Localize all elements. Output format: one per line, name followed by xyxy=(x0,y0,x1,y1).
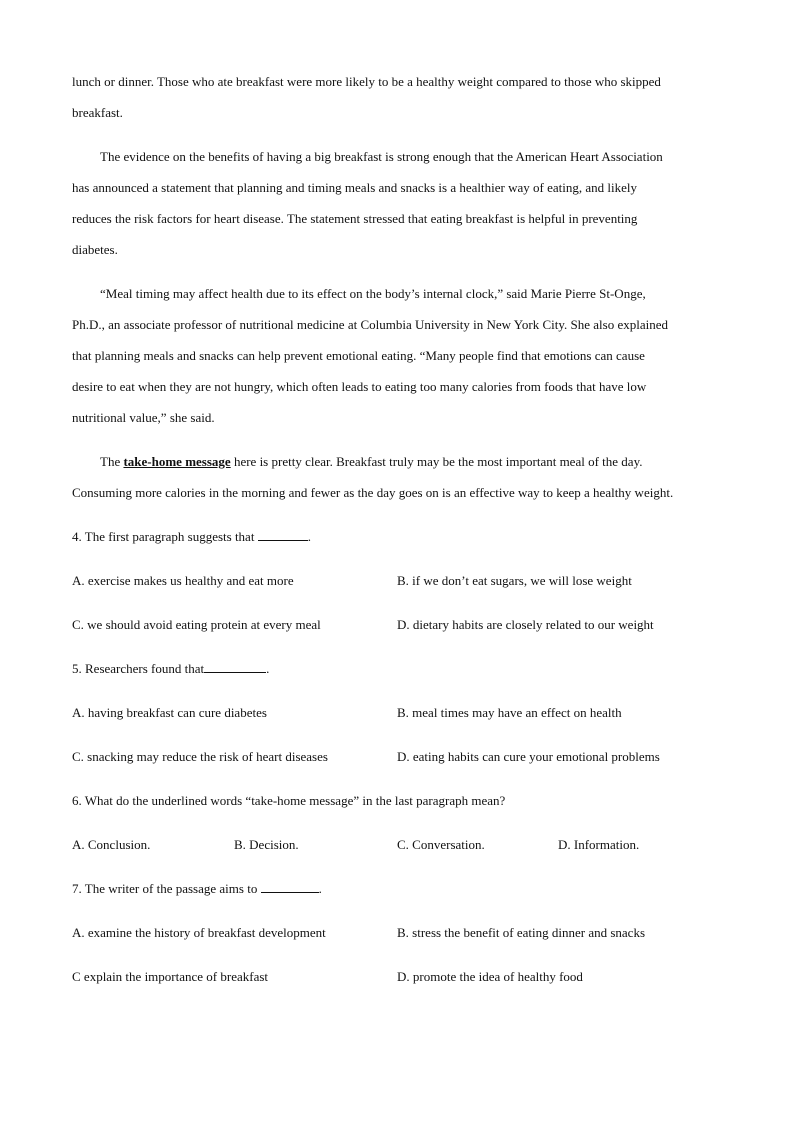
question-7-options-row-1 xyxy=(72,917,732,948)
question-end: . xyxy=(318,881,322,896)
paragraph-line: Ph.D., an associate professor of nutritional medicine at Columbia University in New York City. She also explained xyxy=(72,317,668,332)
option-c[interactable]: C explain the importance of breakfast xyxy=(72,969,269,984)
paragraph-line: Consuming more calories in the morning and fewer as the day goes on is an effective way to keep a healthy weight. xyxy=(72,485,674,500)
option-a[interactable]: A. having breakfast can cure diabetes xyxy=(72,705,267,720)
option-d[interactable]: D. eating habits can cure your emotional problems xyxy=(397,749,660,764)
answer-blank xyxy=(261,880,319,893)
option-b[interactable]: B. if we don’t eat sugars, we will lose weight xyxy=(397,573,632,588)
text-segment: The xyxy=(100,454,124,469)
question-end: . xyxy=(307,529,311,544)
option-d[interactable]: D. dietary habits are closely related to our weight xyxy=(397,617,654,632)
paragraph-3 xyxy=(72,278,732,433)
option-c[interactable]: C. snacking may reduce the risk of heart diseases xyxy=(72,749,328,764)
underlined-phrase: take-home message xyxy=(123,454,231,469)
paragraph-line xyxy=(72,446,732,477)
answer-blank xyxy=(258,528,308,541)
question-6-options-row xyxy=(72,829,732,860)
question-7-options-row-2 xyxy=(72,961,732,992)
question-4-options-row-1 xyxy=(72,565,732,596)
option-a[interactable]: A. Conclusion. xyxy=(72,837,151,852)
question-5-options-row-2 xyxy=(72,741,732,772)
paragraph-line: reduces the risk factors for heart disease. The statement stressed that eating breakfast is helpful in preventing xyxy=(72,211,638,226)
option-c[interactable]: C. Conversation. xyxy=(397,837,485,852)
option-a[interactable]: A. exercise makes us healthy and eat more xyxy=(72,573,294,588)
option-b[interactable]: B. stress the benefit of eating dinner and snacks xyxy=(397,925,646,940)
option-d[interactable]: D. promote the idea of healthy food xyxy=(397,969,583,984)
paragraph-line: diabetes. xyxy=(72,242,118,257)
paragraph-2 xyxy=(72,141,732,265)
paragraph-line: The evidence on the benefits of having a big breakfast is strong enough that the American Heart Association xyxy=(100,149,663,164)
question-5-stem xyxy=(72,653,732,684)
text-segment: here is pretty clear. Breakfast truly may be the most important meal of the day. xyxy=(230,454,643,469)
paragraph-line: breakfast. xyxy=(72,105,123,120)
paragraph-line: desire to eat when they are not hungry, which often leads to eating too many calories from foods that have low xyxy=(72,379,647,394)
paragraph-4 xyxy=(72,446,732,508)
paragraph-line: that planning meals and snacks can help prevent emotional eating. “Many people find that emotions can cause xyxy=(72,348,645,363)
question-end: . xyxy=(266,661,270,676)
question-text: 4. The first paragraph suggests that xyxy=(72,529,258,544)
question-4-options-row-2 xyxy=(72,609,732,640)
answer-blank xyxy=(204,660,266,673)
paragraph-line: nutritional value,” she said. xyxy=(72,410,215,425)
paragraph-line: has announced a statement that planning and timing meals and snacks is a healthier way of eating, and likely xyxy=(72,180,637,195)
option-a[interactable]: A. examine the history of breakfast development xyxy=(72,925,326,940)
paragraph-line: “Meal timing may affect health due to its effect on the body’s internal clock,” said Marie Pierre St-Onge, xyxy=(100,286,646,301)
option-c[interactable]: C. we should avoid eating protein at every meal xyxy=(72,617,321,632)
document-page xyxy=(72,66,732,1005)
option-b[interactable]: B. meal times may have an effect on health xyxy=(397,705,622,720)
option-b[interactable]: B. Decision. xyxy=(234,837,299,852)
paragraph-1 xyxy=(72,66,732,128)
question-text: 5. Researchers found that xyxy=(72,661,205,676)
question-5-options-row-1 xyxy=(72,697,732,728)
question-text: 7. The writer of the passage aims to xyxy=(72,881,261,896)
question-6-stem: 6. What do the underlined words “take-home message” in the last paragraph mean? xyxy=(72,793,506,808)
question-7-stem xyxy=(72,873,732,904)
question-4-stem xyxy=(72,521,732,552)
paragraph-line: lunch or dinner. Those who ate breakfast were more likely to be a healthy weight compared to those who skipped xyxy=(72,74,661,89)
option-d[interactable]: D. Information. xyxy=(558,837,640,852)
